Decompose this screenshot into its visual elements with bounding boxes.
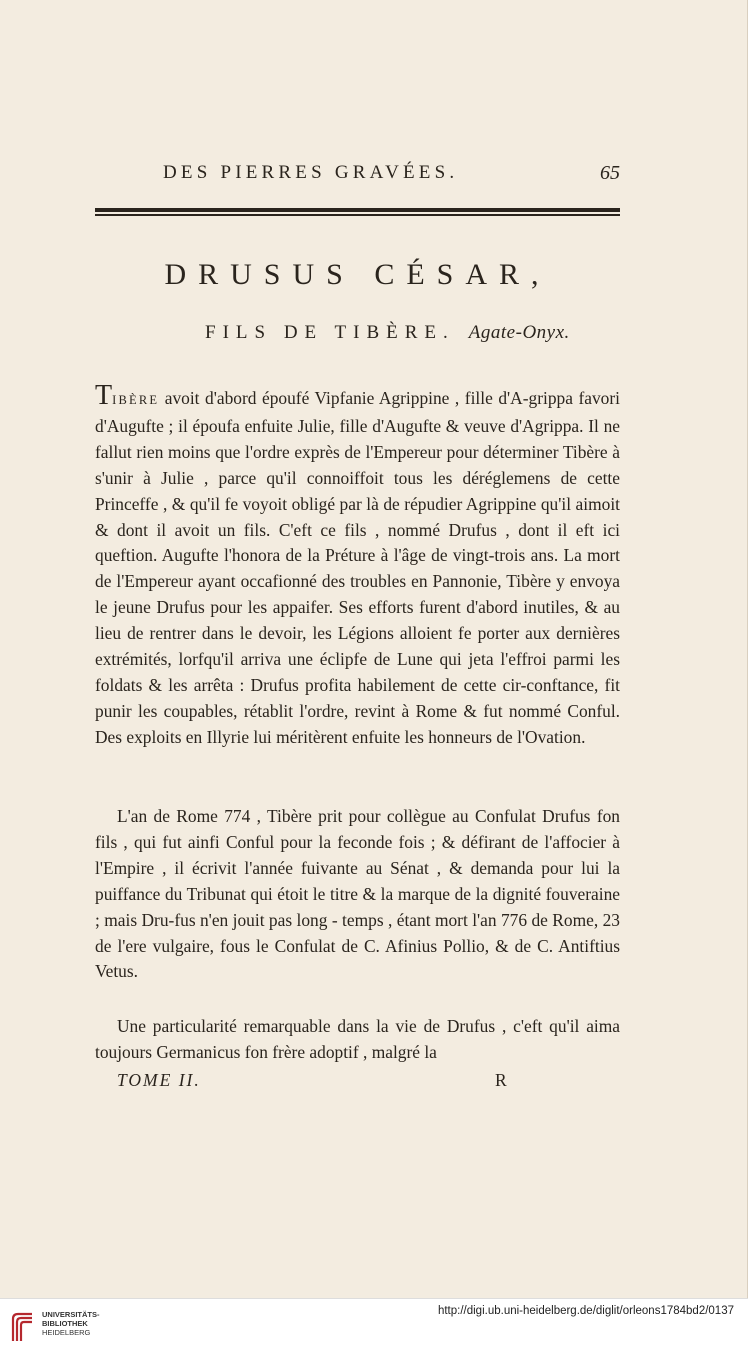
signature-line: [95, 1070, 620, 1096]
section-heading: DRUSUS CÉSAR,: [164, 258, 551, 291]
page-number: 65: [600, 162, 620, 184]
drop-cap: T: [95, 380, 113, 411]
subheading-name: FILS DE TIBÈRE.: [205, 322, 455, 343]
library-name-line-1: UNIVERSITÄTS-: [42, 1310, 100, 1319]
paragraph-1-text: avoit d'abord époufé Vipfanie Agrippine , fille d'A-grippa favori d'Augufte ; il époufa enfuite Julie, fille d'Augufte & veuve d'Agrippa. Il ne fallut rien moins que l'ordre exprès de l'Empereur pour déterminer Tibère à s'unir à Julie , parce qu'il connoiffoit tous les déréglemens de cette Princeffe , & qu'il fe voyoit obligé par là de répudier Agrippine qu'il aimoit & dont il avoit un fils. C'eft ce fils , nommé Drufus , dont il eft ici queftion. Augufte l'honora de la Préture à l'âge de vingt-trois ans. La mort de l'Empereur ayant occafionné des troubles en Pannonie, Tibère y envoya le jeune Drufus pour les appaifer. Ses efforts furent d'abord inutiles, & au lieu de rentrer dans le devoir, les Légions alloient fe porter aux dernières extrémités, lorfqu'il arriva une éclipfe de Lune qui jeta l'effroi parmi les foldats & les arrêta : Drufus profita habilement de cette cir-conftance, fit punir les coupables, rétablit l'ordre, revint à Rome & fut nommé Conful. Des exploits en Illyrie lui méritèrent enfuite les honneurs de l'Ovation.: [95, 388, 620, 747]
header-rule-thick: [95, 208, 620, 212]
header-rule: [95, 208, 620, 216]
header-rule-thin: [95, 214, 620, 216]
library-name-line-3: HEIDELBERG: [42, 1328, 91, 1337]
library-name-line-2: BIBLIOTHEK: [42, 1319, 88, 1328]
library-name: [42, 1310, 100, 1337]
subheading-material: Agate-Onyx.: [468, 322, 570, 343]
paragraph-1-smallcaps: IBÈRE: [112, 393, 160, 407]
section-subheading: [205, 322, 620, 344]
running-title: DES PIERRES GRAVÉES.: [163, 162, 459, 183]
signature-mark: R: [495, 1070, 507, 1090]
library-logo-icon: [10, 1311, 36, 1343]
paragraph-2: L'an de Rome 774 , Tibère prit pour collègue au Confulat Drufus fon fils , qui fut ainfi Conful pour la feconde fois ; & défirant de l'affocier à l'Empire , il écrivit l'année fuivante au Sénat , & demanda pour lui la puiffance du Tribunat qui étoit le titre & la marque de la dignité fouveraine ; mais Dru-fus n'en jouit pas long - temps , étant mort l'an 776 de Rome, 23 de l'ere vulgaire, fous le Confulat de C. Afinius Pollio, & de C. Antiftius Vetus.: [95, 806, 620, 982]
citation-url-link[interactable]: http://digi.ub.uni-heidelberg.de/diglit/orleons1784bd2/0137: [437, 1305, 734, 1317]
running-head: [95, 162, 620, 190]
viewer-footer: [0, 1298, 748, 1353]
paragraph-3: Une particularité remarquable dans la vie de Drufus , c'eft qu'il aima toujours Germanicus fon frère adoptif , malgré la: [95, 1016, 620, 1062]
volume-label: TOME II.: [117, 1070, 201, 1090]
paragraph-1: [95, 380, 620, 751]
